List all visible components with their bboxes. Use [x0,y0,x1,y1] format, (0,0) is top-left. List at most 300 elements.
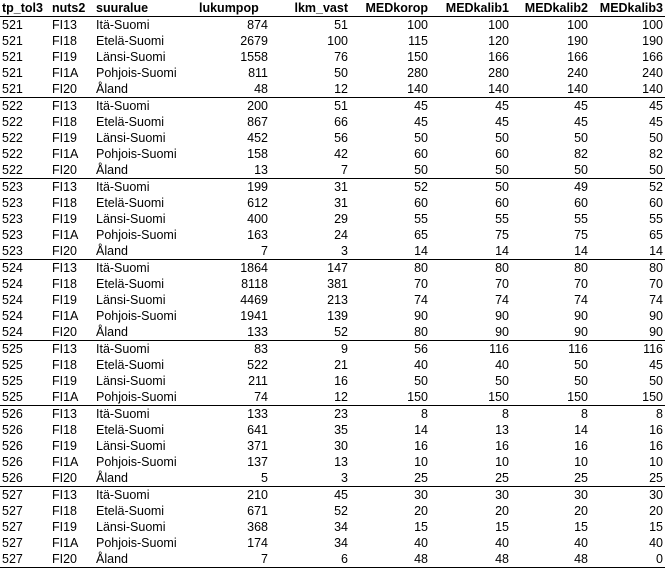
cell-suuralue: Länsi-Suomi [96,519,166,534]
cell-medkalib3: 80 [649,260,663,275]
cell-lkm-vast: 52 [270,324,350,341]
cell-tp-tol3: 521 [2,49,23,64]
cell-lkm-vast: 35 [334,422,348,437]
cell-suuralue: Länsi-Suomi [96,373,166,388]
cell-medkalib1: 70 [495,276,509,291]
cell-medkalib2: 50 [511,162,590,179]
cell-lkm-vast: 381 [327,276,348,291]
cell-suuralue: Etelä-Suomi [96,195,165,210]
cell-lkm-vast: 6 [270,551,350,568]
cell-medkalib3: 50 [649,373,663,388]
header-cell: MEDkalib3 [590,0,665,17]
cell-suuralue: Etelä-Suomi [96,357,165,372]
cell-medkorop: 50 [414,373,428,388]
cell-medkorop: 80 [350,324,430,341]
cell-medkalib1: 74 [495,292,509,307]
cell-lkm-vast: 29 [334,211,348,226]
table-row [0,324,665,341]
cell-medkorop: 60 [414,195,428,210]
cell-medkalib1: 90 [430,324,511,341]
cell-suuralue: Itä-Suomi [96,487,150,502]
cell-medkalib1: 50 [495,373,509,388]
cell-medkorop: 80 [414,260,428,275]
table-body [0,17,665,568]
cell-nuts2: FI1A [52,308,79,323]
table-row [0,98,665,115]
cell-medkalib2: 82 [574,146,588,161]
cell-lkm-vast: 24 [334,227,348,242]
cell-medkalib2: 45 [574,98,588,113]
cell-medkalib1: 140 [430,81,511,98]
cell-medkalib3: 40 [649,535,663,550]
table-row [0,227,665,243]
cell-suuralue: Länsi-Suomi [96,49,166,64]
cell-lkm-vast: 76 [334,49,348,64]
cell-nuts2: FI20 [50,81,94,98]
cell-lukumpop: 83 [254,341,268,356]
cell-tp-tol3: 524 [2,292,23,307]
cell-medkalib2: 75 [574,227,588,242]
cell-tp-tol3: 527 [2,487,23,502]
cell-suuralue: Pohjois-Suomi [96,227,177,242]
cell-lkm-vast: 31 [334,179,348,194]
cell-lukumpop: 671 [247,503,268,518]
cell-lukumpop: 13 [197,162,270,179]
cell-lkm-vast: 45 [334,487,348,502]
cell-medkalib3: 45 [649,98,663,113]
cell-lukumpop: 158 [247,146,268,161]
cell-medkorop: 30 [414,487,428,502]
cell-medkalib3: 74 [649,292,663,307]
cell-nuts2: FI18 [52,503,78,518]
table-row [0,406,665,423]
cell-tp-tol3: 527 [2,535,23,550]
cell-medkalib3: 60 [649,195,663,210]
table-row [0,422,665,438]
cell-medkalib1: 90 [495,308,509,323]
cell-lukumpop: 199 [247,179,268,194]
cell-lkm-vast: 34 [334,535,348,550]
table-row [0,292,665,308]
cell-medkalib2: 40 [574,535,588,550]
cell-suuralue: Åland [94,551,197,568]
cell-medkalib2: 150 [511,389,590,406]
cell-suuralue: Itä-Suomi [96,17,150,32]
table-row [0,162,665,179]
cell-lukumpop: 133 [197,324,270,341]
cell-nuts2: FI13 [52,98,78,113]
cell-tp-tol3: 521 [0,81,50,98]
cell-medkorop: 15 [414,519,428,534]
cell-suuralue: Etelä-Suomi [96,276,165,291]
cell-medkalib1: 166 [488,49,509,64]
cell-lkm-vast: 13 [334,454,348,469]
cell-medkalib2: 70 [574,276,588,291]
cell-medkalib2: 116 [568,341,588,356]
cell-lkm-vast: 12 [270,389,350,406]
cell-nuts2: FI18 [52,276,78,291]
cell-medkalib2: 55 [574,211,588,226]
cell-tp-tol3: 526 [2,454,23,469]
cell-medkalib2: 240 [567,65,588,80]
cell-nuts2: FI19 [52,211,78,226]
cell-medkalib1: 120 [488,33,509,48]
cell-medkalib1: 8 [502,406,509,421]
cell-medkorop: 90 [414,308,428,323]
cell-nuts2: FI13 [52,406,78,421]
cell-lukumpop: 74 [197,389,270,406]
cell-tp-tol3: 522 [2,130,23,145]
cell-medkalib3: 45 [649,114,663,129]
cell-medkalib1: 45 [495,98,509,113]
cell-medkalib3: 25 [590,470,665,487]
table-row [0,211,665,227]
cell-medkorop: 40 [414,357,428,372]
cell-medkorop: 45 [414,98,428,113]
cell-lkm-vast: 51 [334,98,348,113]
cell-medkalib3: 52 [649,179,663,194]
cell-medkorop: 280 [407,65,428,80]
cell-medkalib1: 48 [430,551,511,568]
cell-nuts2: FI19 [52,519,78,534]
cell-lukumpop: 211 [248,373,268,388]
cell-medkorop: 50 [350,162,430,179]
cell-medkalib1: 50 [495,179,509,194]
cell-tp-tol3: 523 [2,211,23,226]
cell-lukumpop: 400 [247,211,268,226]
cell-medkalib1: 50 [430,162,511,179]
cell-medkalib2: 8 [581,406,588,421]
cell-medkalib3: 30 [649,487,663,502]
cell-lkm-vast: 31 [334,195,348,210]
cell-lukumpop: 8118 [241,276,268,291]
cell-medkalib3: 166 [642,49,663,64]
cell-medkalib3: 50 [649,130,663,145]
cell-medkalib3: 100 [642,17,663,32]
cell-nuts2: FI18 [52,33,78,48]
cell-medkalib2: 60 [574,195,588,210]
cell-medkorop: 52 [414,179,428,194]
cell-nuts2: FI1A [50,389,94,406]
cell-medkalib2: 74 [574,292,588,307]
cell-medkalib2: 100 [567,17,588,32]
cell-medkalib1: 10 [495,454,509,469]
cell-lkm-vast: 12 [270,81,350,98]
cell-lkm-vast: 7 [270,162,350,179]
cell-medkalib3: 90 [590,324,665,341]
cell-nuts2: FI18 [52,114,78,129]
cell-medkalib1: 40 [495,535,509,550]
cell-medkalib3: 16 [649,438,663,453]
cell-medkalib1: 25 [430,470,511,487]
cell-lkm-vast: 42 [334,146,348,161]
table-row [0,276,665,292]
cell-tp-tol3: 526 [2,422,23,437]
cell-lkm-vast: 16 [334,373,348,388]
cell-suuralue: Itä-Suomi [96,179,150,194]
cell-medkalib1: 30 [495,487,509,502]
cell-suuralue: Pohjois-Suomi [96,65,177,80]
cell-tp-tol3: 525 [2,341,23,356]
cell-medkalib3: 116 [643,341,663,356]
table-row [0,65,665,81]
cell-medkalib2: 14 [511,243,590,260]
cell-medkalib2: 10 [574,454,588,469]
cell-suuralue: Länsi-Suomi [96,130,166,145]
cell-medkalib2: 49 [574,179,588,194]
cell-medkalib2: 50 [574,130,588,145]
header-cell: nuts2 [50,0,94,17]
cell-medkalib1: 75 [495,227,509,242]
cell-medkalib1: 15 [495,519,509,534]
cell-nuts2: FI19 [52,438,78,453]
cell-suuralue: Itä-Suomi [96,406,150,421]
cell-lukumpop: 1558 [240,49,268,64]
cell-medkalib3: 55 [649,211,663,226]
cell-medkorop: 70 [414,276,428,291]
header-cell: MEDkalib2 [511,0,590,17]
cell-medkalib3: 15 [649,519,663,534]
cell-nuts2: FI1A [52,535,79,550]
cell-tp-tol3: 522 [2,98,23,113]
cell-medkorop: 48 [350,551,430,568]
cell-medkorop: 115 [408,33,428,48]
header-cell: MEDkorop [350,0,430,17]
cell-lkm-vast: 9 [341,341,348,356]
table-row [0,17,665,34]
cell-medkorop: 40 [414,535,428,550]
cell-medkalib1: 13 [495,422,509,437]
cell-nuts2: FI18 [52,422,78,437]
cell-tp-tol3: 524 [2,308,23,323]
cell-suuralue: Pohjois-Suomi [96,535,177,550]
cell-medkalib3: 65 [649,227,663,242]
cell-tp-tol3: 524 [2,260,23,275]
cell-medkalib3: 190 [642,33,663,48]
table-row [0,195,665,211]
cell-suuralue: Itä-Suomi [96,98,150,113]
cell-tp-tol3: 523 [0,243,50,260]
cell-medkalib1: 150 [430,389,511,406]
cell-nuts2: FI1A [52,454,79,469]
cell-nuts2: FI19 [52,49,78,64]
cell-lkm-vast: 21 [334,357,348,372]
cell-tp-tol3: 522 [2,114,23,129]
cell-nuts2: FI1A [52,227,79,242]
cell-lkm-vast: 100 [327,33,348,48]
cell-tp-tol3: 526 [2,438,23,453]
cell-nuts2: FI13 [52,179,78,194]
cell-medkalib1: 116 [489,341,509,356]
cell-medkorop: 140 [350,81,430,98]
cell-medkalib2: 166 [567,49,588,64]
cell-medkalib3: 10 [649,454,663,469]
cell-nuts2: FI20 [50,551,94,568]
cell-medkalib3: 240 [642,65,663,80]
cell-medkalib1: 80 [495,260,509,275]
table-row [0,551,665,568]
cell-suuralue: Pohjois-Suomi [96,146,177,161]
cell-medkalib1: 100 [488,17,509,32]
cell-lukumpop: 452 [247,130,268,145]
cell-lkm-vast: 23 [334,406,348,421]
cell-medkorop: 50 [414,130,428,145]
table-row [0,49,665,65]
cell-tp-tol3: 524 [0,324,50,341]
cell-lkm-vast: 139 [327,308,348,323]
table-row [0,308,665,324]
table-row [0,260,665,277]
table-row [0,389,665,406]
cell-medkorop: 65 [414,227,428,242]
cell-suuralue: Åland [94,162,197,179]
cell-suuralue: Itä-Suomi [96,341,150,356]
cell-lukumpop: 641 [247,422,268,437]
cell-nuts2: FI13 [52,487,78,502]
cell-lkm-vast: 66 [334,114,348,129]
cell-medkalib2: 16 [574,438,588,453]
cell-tp-tol3: 525 [2,357,23,372]
cell-suuralue: Etelä-Suomi [96,33,165,48]
cell-tp-tol3: 527 [0,551,50,568]
table-row [0,130,665,146]
cell-medkalib1: 20 [495,503,509,518]
cell-nuts2: FI13 [52,341,78,356]
cell-lukumpop: 174 [247,535,268,550]
header-row [0,0,665,17]
cell-medkalib2: 50 [574,357,588,372]
table-row [0,341,665,358]
cell-medkorop: 150 [407,49,428,64]
table-row [0,454,665,470]
cell-tp-tol3: 523 [2,227,23,242]
header-cell: tp_tol3 [0,0,50,17]
cell-medkalib3: 82 [649,146,663,161]
cell-lukumpop: 368 [247,519,268,534]
cell-lkm-vast: 30 [334,438,348,453]
cell-lukumpop: 612 [247,195,268,210]
cell-tp-tol3: 523 [2,179,23,194]
cell-lkm-vast: 213 [327,292,348,307]
cell-medkorop: 100 [407,17,428,32]
cell-medkalib2: 140 [511,81,590,98]
table-row [0,357,665,373]
table-row [0,519,665,535]
cell-medkalib3: 90 [649,308,663,323]
cell-suuralue: Itä-Suomi [96,260,150,275]
cell-lkm-vast: 147 [327,260,348,275]
cell-lkm-vast: 34 [334,519,348,534]
table-row [0,438,665,454]
cell-lukumpop: 133 [247,406,268,421]
cell-lkm-vast: 56 [334,130,348,145]
cell-suuralue: Åland [94,470,197,487]
cell-nuts2: FI18 [52,195,78,210]
cell-medkalib1: 45 [495,114,509,129]
cell-tp-tol3: 525 [2,373,23,388]
cell-lkm-vast: 3 [270,470,350,487]
table-row [0,535,665,551]
cell-lukumpop: 4469 [240,292,268,307]
cell-medkalib3: 45 [649,357,663,372]
cell-lukumpop: 137 [247,454,268,469]
table-row [0,487,665,504]
cell-lukumpop: 371 [247,438,268,453]
cell-lukumpop: 1864 [240,260,268,275]
cell-tp-tol3: 524 [2,276,23,291]
cell-medkalib2: 45 [574,114,588,129]
cell-medkorop: 8 [421,406,428,421]
table-row [0,114,665,130]
cell-medkalib3: 70 [649,276,663,291]
cell-medkalib1: 40 [495,357,509,372]
cell-medkalib3: 140 [590,81,665,98]
cell-medkalib2: 15 [574,519,588,534]
cell-medkorop: 55 [414,211,428,226]
table-row [0,373,665,389]
cell-medkalib1: 50 [495,130,509,145]
header-cell: lkm_vast [270,0,350,17]
cell-suuralue: Pohjois-Suomi [96,308,177,323]
cell-tp-tol3: 522 [2,146,23,161]
cell-tp-tol3: 521 [2,65,23,80]
cell-nuts2: FI19 [52,130,78,145]
cell-medkalib3: 0 [590,551,665,568]
cell-medkorop: 56 [414,341,428,356]
table-row [0,243,665,260]
cell-medkorop: 16 [414,438,428,453]
cell-medkalib2: 50 [574,373,588,388]
cell-medkorop: 60 [414,146,428,161]
cell-lukumpop: 200 [247,98,268,113]
cell-medkalib1: 16 [495,438,509,453]
cell-nuts2: FI20 [50,470,94,487]
table-row [0,470,665,487]
cell-suuralue: Etelä-Suomi [96,503,165,518]
cell-lkm-vast: 3 [270,243,350,260]
cell-lukumpop: 7 [197,243,270,260]
cell-medkalib3: 50 [590,162,665,179]
cell-medkalib2: 90 [574,308,588,323]
table-row [0,503,665,519]
cell-lukumpop: 48 [197,81,270,98]
cell-tp-tol3: 526 [2,406,23,421]
cell-medkalib2: 30 [574,487,588,502]
cell-nuts2: FI20 [50,243,94,260]
cell-suuralue: Länsi-Suomi [96,292,166,307]
cell-medkalib1: 280 [488,65,509,80]
cell-lukumpop: 867 [247,114,268,129]
cell-lukumpop: 210 [247,487,268,502]
cell-medkalib1: 60 [495,146,509,161]
cell-nuts2: FI13 [52,17,78,32]
cell-medkalib1: 14 [430,243,511,260]
cell-medkorop: 14 [350,243,430,260]
cell-nuts2: FI20 [50,162,94,179]
cell-nuts2: FI19 [52,292,78,307]
header-cell: lukumpop [197,0,270,17]
cell-nuts2: FI19 [52,373,78,388]
cell-medkalib1: 55 [495,211,509,226]
cell-lukumpop: 1941 [240,308,268,323]
cell-medkalib3: 16 [649,422,663,437]
cell-medkalib2: 20 [574,503,588,518]
cell-suuralue: Åland [94,324,197,341]
cell-lkm-vast: 52 [334,503,348,518]
cell-medkorop: 45 [414,114,428,129]
cell-tp-tol3: 521 [2,17,23,32]
cell-tp-tol3: 526 [0,470,50,487]
